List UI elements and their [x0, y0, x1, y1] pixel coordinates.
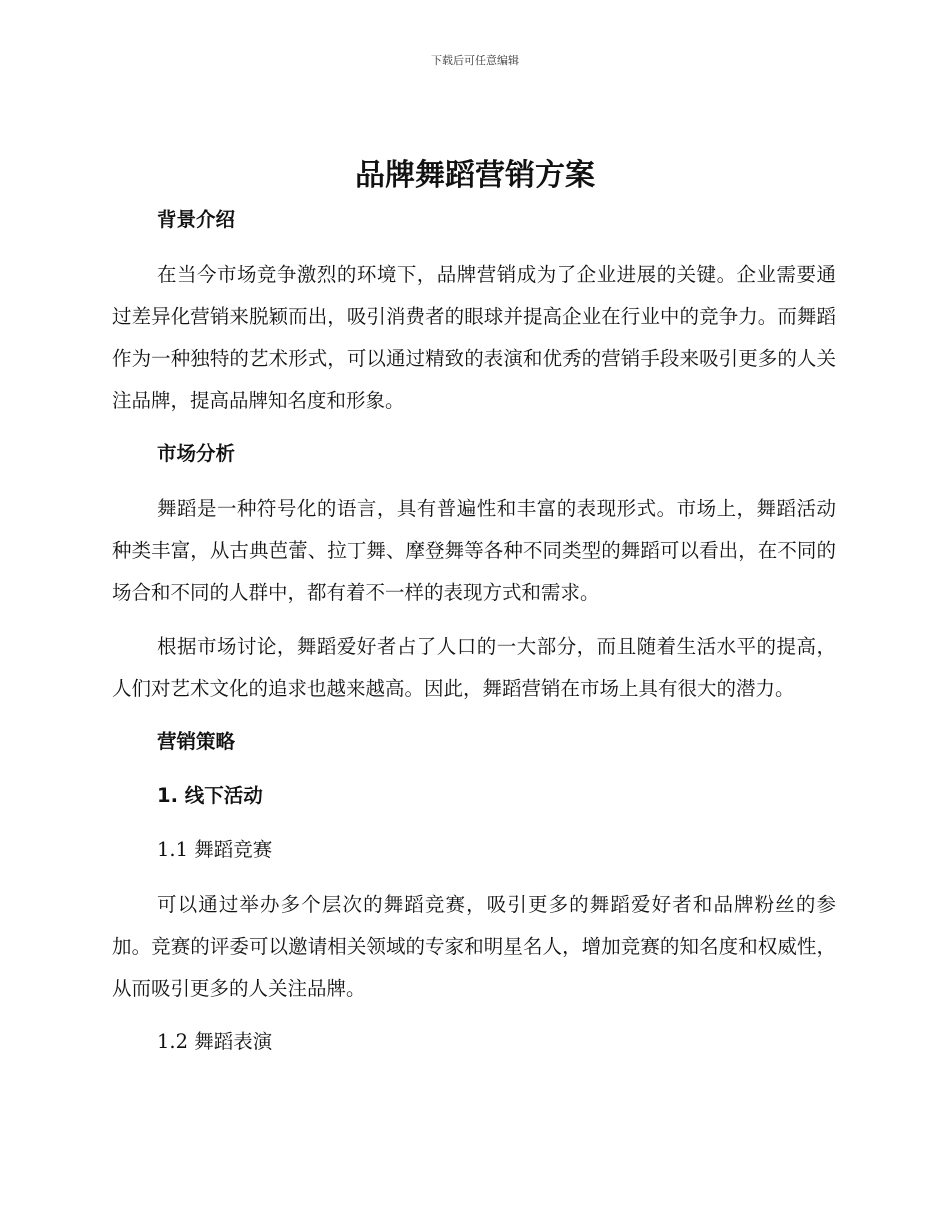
section-heading-strategy: 营销策略 [157, 730, 236, 753]
subheading-dance-performance: 1.2 舞蹈表演 [157, 1030, 273, 1053]
paragraph-market-1: 舞蹈是一种符号化的语言，具有普遍性和丰富的表现形式。市场上，舞蹈活动种类丰富，从古典芭蕾、拉丁舞、摩登舞等各种不同类型的舞蹈可以看出，在不同的场合和不同的人群中，都有着不一样的表现方式和需求。 [112, 497, 836, 604]
document-body [112, 200, 836, 1076]
subheading-offline-events: 1. 线下活动 [157, 784, 263, 807]
subheading-dance-competition: 1.1 舞蹈竞赛 [157, 838, 273, 861]
section-heading-background: 背景介绍 [157, 208, 236, 231]
paragraph-market-2: 根据市场讨论，舞蹈爱好者占了人口的一大部分，而且随着生活水平的提高，人们对艺术文化的追求也越来越高。因此，舞蹈营销在市场上具有很大的潜力。 [112, 635, 836, 700]
page-header: 下载后可任意编辑 [431, 54, 519, 67]
section-heading-market: 市场分析 [157, 442, 236, 465]
document-title: 品牌舞蹈营销方案 [355, 158, 595, 193]
paragraph-dance-competition: 可以通过举办多个层次的舞蹈竞赛，吸引更多的舞蹈爱好者和品牌粉丝的参加。竞赛的评委可以邀请相关领域的专家和明星名人，增加竞赛的知名度和权威性，从而吸引更多的人关注品牌。 [112, 893, 836, 1000]
paragraph-background: 在当今市场竞争激烈的环境下，品牌营销成为了企业进展的关键。企业需要通过差异化营销来脱颖而出，吸引消费者的眼球并提高企业在行业中的竞争力。而舞蹈作为一种独特的艺术形式，可以通过精致的表演和优秀的营销手段来吸引更多的人关注品牌，提高品牌知名度和形象。 [112, 263, 836, 412]
